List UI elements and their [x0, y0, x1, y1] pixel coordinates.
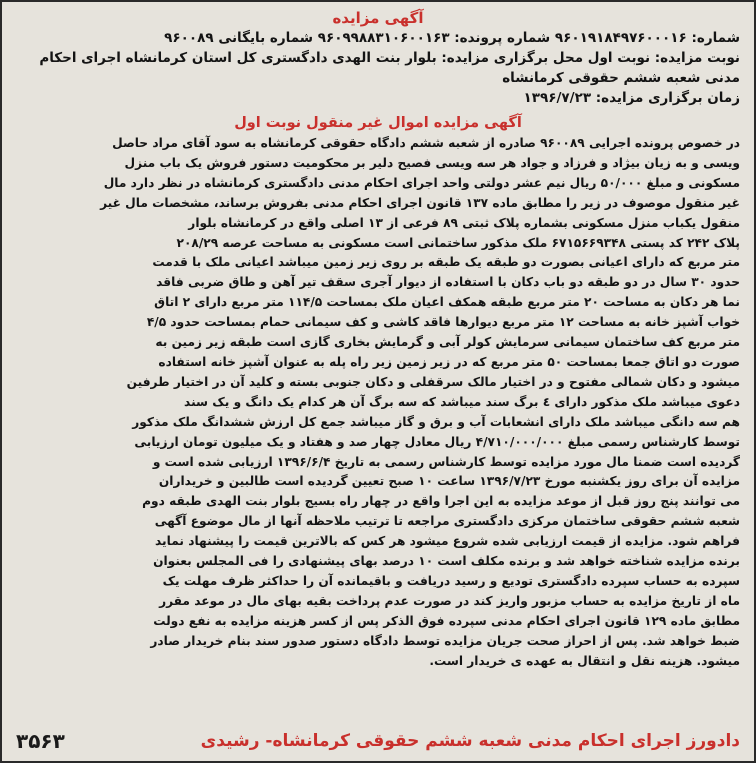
body-line: صورت دو اتاق جمعا بمساحت ۵۰ متر مربع که در زیر زمین زیر راه پله به عنوان آشپز خانه استفاده: [158, 354, 740, 369]
body-line: فراهم شود. مزایده از قیمت ارزیابی شده شروع میشود هر کس که بالاترین قیمت را پیشنهاد نماید: [155, 534, 740, 549]
body-line: ضبط خواهد شد. پس از احراز صحت جریان مزایده توسط دادگاه دستور صدور سند بنام خریدار صادر: [150, 633, 740, 648]
header-line-branch: مدنی شعبه ششم حقوقی کرمانشاه: [502, 70, 740, 86]
body-line: هم سه دانگی میباشد ملک دارای انشعابات آب و برق و گاز میباشد جمع کل ارزش ششدانگ ملک مذکور: [132, 414, 740, 429]
body-line: گردیده است ضمنا مال مورد مزایده توسط کارشناس رسمی به تاریخ ۱۳۹۶/۶/۴ ارزیابی شده است و: [152, 454, 740, 469]
body-line: متر مربع که دارای اعیانی بصورت دو طبقه یک طبقه بر روی زیر زمین میباشد اعیانی ملک با قدمت: [152, 255, 740, 270]
body-line: حدود ۳۰ سال در دو طبقه دو باب دکان با استفاده از دیوار آجری سقف تیر آهن و طاق ضربی فاقد: [156, 275, 740, 290]
body-line: دعوی میباشد ملک مذکور دارای ٤ برگ سند میباشد که سه برگ آن هر کدام یک دانگ و یک سند: [184, 394, 740, 409]
body-line: میشود. هزینه نقل و انتقال به عهده ی خریدار است.: [429, 653, 740, 668]
body-line: می توانند پنج روز قبل از موعد مزایده به این اجرا واقع در چهار راه بسیج بلوار بنت الهدی طبقه دوم: [142, 494, 740, 509]
body-line: میشود و دکان شمالی مفتوح و در اختیار مالک سرقفلی و دکان جنوبی بسته و کلید آن در اختیار طرفین: [126, 374, 740, 389]
body-line: مطابق ماده ۱۲۹ قانون اجرای احکام مدنی سپرده فوق الذکر پس از کسر هزینه مزایده به نفع دولت: [153, 613, 740, 628]
header-line-location: نوبت مزایده: نوبت اول محل برگزاری مزایده: بلوار بنت الهدی دادگستری کل استان کرمانشاه اجرای احکام: [39, 50, 740, 66]
body-line: نما هر دکان به مساحت ۲۰ متر مربع طبقه همکف اعیان ملک بمساحت ۱۱۴/۵ متر مربع دارای ۲ اتاق: [154, 295, 740, 310]
body-line: توسط کارشناس رسمی مبلغ ۴/۷۱۰/۰۰۰/۰۰۰ ریال معادل چهار صد و هفتاد و یک میلیون تومان ارزیابی: [134, 434, 740, 449]
body-line: متر مربع کف ساختمان سیمانی سرمایش کولر آبی و گرمایش بخاری گازی است طبقه زیر زمین به: [155, 335, 740, 350]
body-line: سپرده به حساب سپرده دادگستری تودیع و رسید دریافت و باقیمانده آن را حداکثر ظرف مهلت یک: [162, 573, 740, 588]
notice-header: [16, 28, 740, 108]
notice-footer: [16, 729, 740, 753]
body-line: ماه از تاریخ مزایده به حساب مزبور واریز کند در صورت عدم پرداخت بقیه بهای مال در موعد مقرر: [159, 593, 740, 608]
body-line: برنده مزایده شناخته خواهد شد و برنده مکلف است ۱۰ درصد بهای پیشنهادی را فی المجلس بعنوان: [153, 554, 740, 569]
body-line: خواب آشپز خانه به مساحت ۱۲ متر مربع دیوارها فاقد کاشی و کف سیمانی حمام بمساحت حدود ۴/۵: [146, 315, 740, 330]
body-line: غیر منقول موصوف در زیر را مطابق ماده ۱۳۷ قانون اجرای احکام مدنی بفروش برساند، مشخصات مال غیر: [100, 195, 740, 210]
body-line: شعبه ششم حقوقی ساختمان مرکزی دادگستری مراجعه تا ترتیب ملاحظه آنها از مال موضوع آگهی: [154, 514, 740, 529]
body-line: مزایده آن برای روز یکشنبه مورخ ۱۳۹۶/۷/۲۳ ساعت ۱۰ صبح تعیین گردیده است طالبین و خریداران: [158, 474, 740, 489]
notice-subtitle: آگهی مزایده اموال غیر منقول نوبت اول: [234, 115, 522, 131]
body-line: پلاک ۲۴۲ کد پستی ۶۷۱۵۶۶۹۳۴۸ ملک مذکور ساختمانی است مسکونی به مساحت عرصه ۲۰۸/۲۹: [176, 235, 740, 250]
signature: دادورز اجرای احکام مدنی شعبه ششم حقوقی کرمانشاه- رشیدی: [200, 731, 740, 751]
notice-body: [16, 134, 740, 671]
body-line: منقول یکباب منزل مسکونی بشماره پلاک ثبتی ۸۹ فرعی از ۱۳ اصلی واقع در کرمانشاه بلوار: [188, 215, 740, 230]
ad-number: ۳۵۶۳: [16, 729, 65, 753]
body-line: ویسی و به زیان بیژاد و فرزاد و جواد هر سه ویسی فصیح دلیر بر محکومیت دستور فروش یک باب منزل: [124, 155, 740, 170]
header-line-date: زمان برگزاری مزایده: ۱۳۹۶/۷/۲۳: [523, 90, 740, 106]
body-line: در خصوص پرونده اجرایی ۹۶۰۰۸۹ صادره از شعبه ششم دادگاه حقوقی کرمانشاه به سود آقای مراد حاصل: [112, 136, 740, 150]
body-line: مسکونی و مبلغ ۵۰/۰۰۰ ریال نیم عشر دولتی واحد اجرای احکام مدنی دادگستری کرمانشاه در نظر دارد مال: [103, 175, 740, 190]
notice-title: آگهی مزایده: [332, 9, 424, 27]
header-line-case-numbers: شماره: ۹۶۰۱۹۱۸۴۹۷۶۰۰۰۱۶ شماره پرونده: ۹۶۰۹۹۸۸۳۱۰۶۰۰۱۶۳ شماره بایگانی ۹۶۰۰۸۹: [164, 30, 740, 46]
